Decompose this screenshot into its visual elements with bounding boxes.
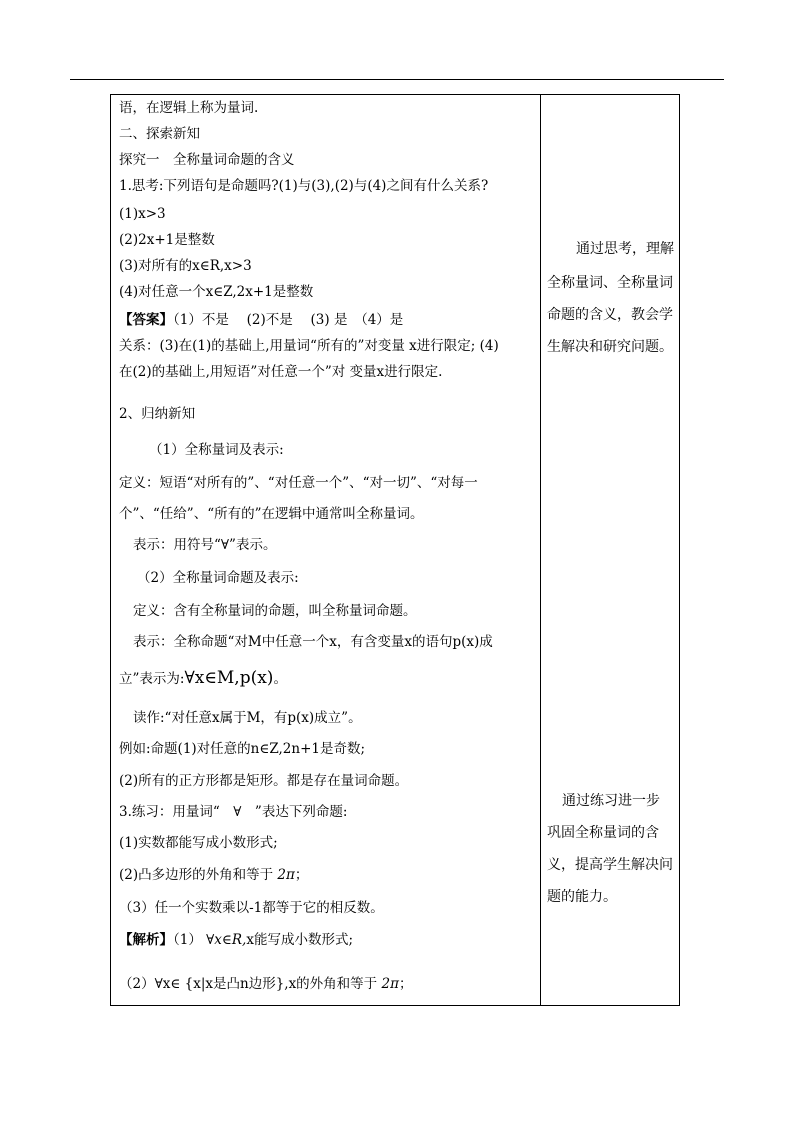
answer-text: （1）不是 (2)不是 (3) 是 （4）是 <box>173 312 404 328</box>
statement-1: (1)x>3 <box>119 206 166 222</box>
formula: ∀x∈M,p(x) <box>184 668 274 688</box>
header-rule <box>70 79 724 80</box>
two-pi-2: 2π <box>381 976 399 992</box>
column-divider <box>540 95 541 1005</box>
subheading-universal-proposition: （2）全称量词命题及表示: <box>137 570 299 586</box>
definition-line-1: 定义：短语“对所有的”、“对任意一个”、“对一切”、“对每一 <box>119 475 478 491</box>
side-note-2-line-3: 义，提高学生解决问 <box>547 857 673 873</box>
analysis-num: （1） <box>173 932 202 948</box>
subsection-heading: 探究一 全称量词命题的含义 <box>119 152 295 168</box>
analysis-tag: 【解析】 <box>119 932 173 948</box>
subheading-universal-quantifier: （1）全称量词及表示: <box>149 442 284 458</box>
example-line-1: 例如:命题(1)对任意的n∈Z,2n+1是奇数; <box>119 741 366 757</box>
text-line: 语，在逻辑上称为量词. <box>119 100 259 116</box>
side-note-1-line-4: 生解决和研究问题。 <box>547 339 673 355</box>
relation-line-2: 在(2)的基础上,用短语”对任意一个”对 变量x进行限定. <box>119 364 443 380</box>
analysis-line-1 <box>119 931 353 949</box>
exercise-3: （3）任一个实数乘以-1都等于它的相反数。 <box>119 900 384 916</box>
side-note-1-line-2: 全称量词、全称量词 <box>547 275 673 291</box>
side-note-2-line-2: 巩固全称量词的含 <box>547 825 659 841</box>
side-note-2-line-4: 题的能力。 <box>547 889 617 905</box>
side-note-1-line-1: 通过思考，理解 <box>576 241 674 257</box>
formula-prefix: 立”表示为: <box>119 671 185 687</box>
statement-3: (3)对所有的x∈R,x>3 <box>119 258 252 274</box>
analysis-2-text: （2）∀x∈ {x|x是凸n边形},x的外角和等于 <box>119 976 378 992</box>
definition-line-2: 个”、“任给”、“所有的”在逻辑中通常叫全称量词。 <box>119 506 424 522</box>
answer-line <box>119 311 403 329</box>
section-heading-2: 2、归纳新知 <box>119 406 196 422</box>
section-heading: 二、探索新知 <box>119 126 200 142</box>
exercise-1: (1)实数都能写成小数形式; <box>119 835 278 851</box>
two-pi: 2π <box>277 867 295 883</box>
definition-line-3: 定义：含有全称量词的命题，叫全称量词命题。 <box>133 603 417 619</box>
exercise-heading: 3.练习：用量词“ ∀ ”表达下列命题: <box>119 804 348 820</box>
analysis-text: x能写成小数形式; <box>246 932 354 948</box>
exercise-2-text: (2)凸多边形的外角和等于 <box>119 867 274 883</box>
side-note-1-line-3: 命题的含义，教会学 <box>547 307 673 323</box>
question-line: 1.思考:下列语句是命题吗?(1)与(3),(2)与(4)之间有什么关系? <box>119 178 489 194</box>
example-line-2: (2)所有的正方形都是矩形。都是存在量词命题。 <box>119 773 409 789</box>
analysis-line-2 <box>119 975 412 993</box>
analysis-2-end: ； <box>398 976 413 992</box>
lesson-table <box>110 94 680 1006</box>
statement-2: (2)2x+1是整数 <box>119 232 215 248</box>
exercise-2 <box>119 866 308 884</box>
relation-line-1: 关系：(3)在(1)的基础上,用量词“所有的”对变量 x进行限定; (4) <box>119 338 499 354</box>
answer-tag: 【答案】 <box>119 312 173 328</box>
side-note-2-line-1: 通过练习进一步 <box>562 793 660 809</box>
statement-4: (4)对任意一个x∈Z,2x+1是整数 <box>119 284 314 300</box>
notation-line: 表示：用符号“∀”表示。 <box>133 537 277 553</box>
formula-line <box>119 669 287 688</box>
notation-line-2: 表示：全称命题“对M中任意一个x，有含变量x的语句p(x)成 <box>133 634 493 650</box>
reading-line: 读作:“对任意x属于M，有p(x)成立”。 <box>133 710 362 726</box>
formula-period: 。 <box>273 671 287 687</box>
exercise-2-end: ； <box>294 867 309 883</box>
analysis-formula: ∀x∈R, <box>206 932 247 948</box>
